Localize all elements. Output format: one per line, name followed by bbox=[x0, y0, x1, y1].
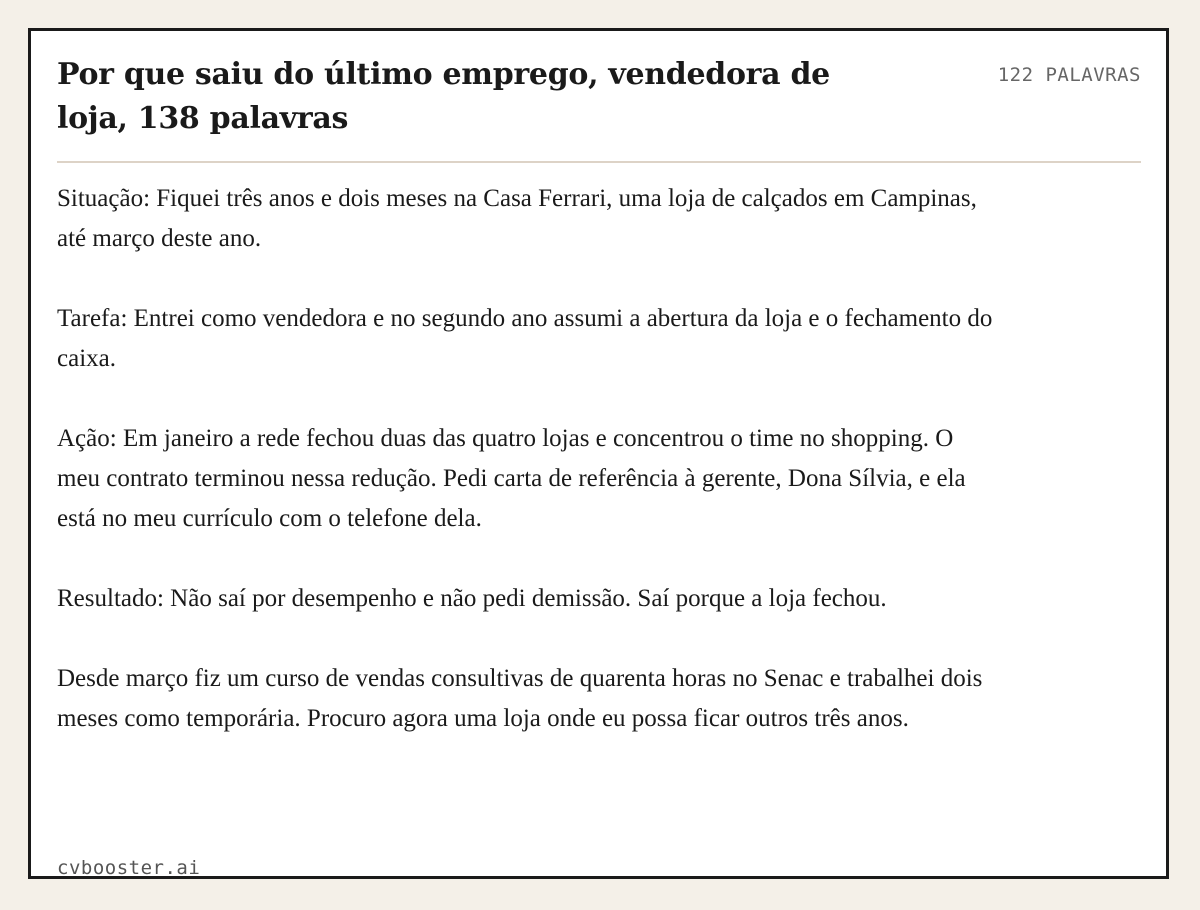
paragraph-desde-marco: Desde março fiz um curso de vendas consultivas de quarenta horas no Senac e trabalhei dois meses como temporária. Procuro agora uma loja onde eu possa ficar outros três anos. bbox=[57, 665, 983, 732]
paragraph-resultado: Resultado: Não saí por desempenho e não pedi demissão. Saí porque a loja fechou. bbox=[57, 585, 887, 612]
brand-footer: cvbooster.ai bbox=[57, 857, 201, 879]
card-header bbox=[57, 53, 1141, 163]
answer-card bbox=[28, 28, 1169, 879]
page-title: Por que saiu do último emprego, vendedora de loja, 138 palavras bbox=[57, 57, 830, 136]
word-count-badge: 122 PALAVRAS bbox=[997, 64, 1141, 86]
paragraph-situacao: Situação: Fiquei três anos e dois meses na Casa Ferrari, uma loja de calçados em Campinas, até março deste ano. bbox=[57, 185, 977, 252]
paragraph-tarefa: Tarefa: Entrei como vendedora e no segundo ano assumi a abertura da loja e o fechamento do caixa. bbox=[57, 305, 993, 372]
paragraph-acao: Ação: Em janeiro a rede fechou duas das quatro lojas e concentrou o time no shopping. O meu contrato terminou nessa redução. Pedi carta de referência à gerente, Dona Sílvia, e ela está no meu currículo com o telefone dela. bbox=[57, 425, 966, 532]
answer-body bbox=[57, 179, 997, 739]
